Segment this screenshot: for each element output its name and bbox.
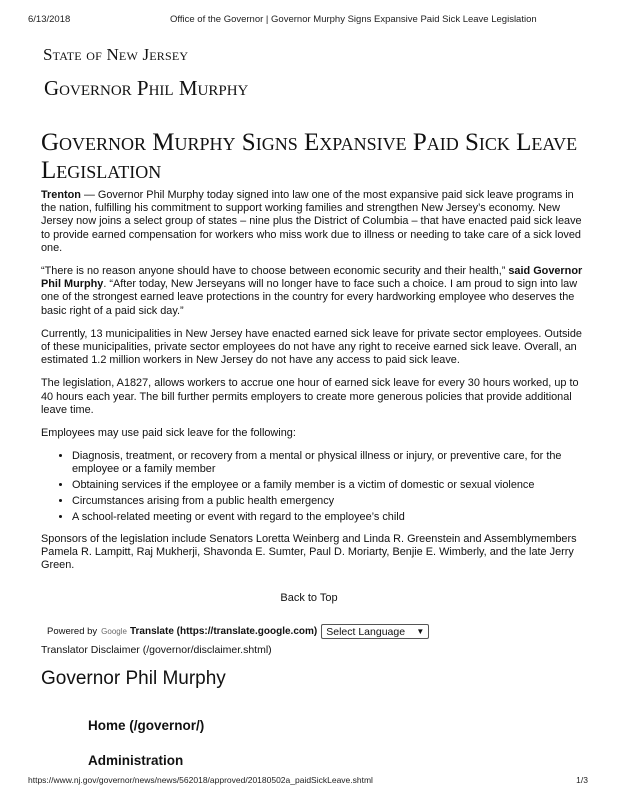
quote-continuation: . “After today, New Jerseyans will no longer have to face such a choice. I am proud to sign into law one of the strongest earned leave protections in the country for every hardworking employee who deserves the basic right of a paid sick day.” [41,278,578,317]
list-item: • A school-related meeting or event with regard to the employee’s child [72,511,585,524]
print-url: https://www.nj.gov/governor/news/news/562018/approved/20180502a_paidSickLeave.shtml [28,775,373,785]
paragraph-intro [41,189,585,255]
dateline: Trenton [41,189,81,201]
paragraph-legislation: The legislation, A1827, allows workers to accrue one hour of earned sick leave for every 30 hours worked, up to 40 hours each year. The bill further permits employers to create more generous policies that provide additional leave time. [41,377,579,416]
page-number: 1/3 [576,775,588,785]
footer-governor-title: Governor Phil Murphy [41,668,226,689]
quote-text: “There is no reason anyone should have to choose between economic security and their health,” [41,265,509,278]
google-translate-widget [47,624,429,639]
sick-leave-uses-list [41,450,585,524]
intro-text: — Governor Phil Murphy today signed into law one of the most expansive paid sick leave programs in the nation, fulfilling his commitment to support working families and strengthen New Jersey’s economy. New Jersey now joins a select group of states – nine plus the District of Columbia – that have enacted paid sick leave to provide earned compensation for workers who miss work due to illness or needing to take care of a sick loved one. [41,189,582,254]
nav-administration-link[interactable]: Administration [88,753,184,768]
list-item: • Obtaining services if the employee or a family member is a victim of domestic or sexual violence [72,479,585,492]
nav-home-link[interactable]: Home (/governor/) [88,718,205,733]
article-headline: Governor Murphy Signs Expansive Paid Sick Leave Legislation [41,129,578,184]
governor-name-link[interactable]: Governor Phil Murphy [44,76,249,100]
translator-disclaimer-link[interactable]: Translator Disclaimer (/governor/disclaimer.shtml) [41,644,272,656]
paragraph-uses-intro: Employees may use paid sick leave for the following: [41,427,296,440]
print-date: 6/13/2018 [28,14,71,25]
language-select-value: Select Language [326,625,406,638]
paragraph-quote [41,265,585,318]
list-item: • Circumstances arising from a public health emergency [72,495,585,508]
powered-by-label: Powered by [47,626,98,637]
paragraph-municipalities: Currently, 13 municipalities in New Jersey have enacted earned sick leave for private sector employees. Outside of these municipalities, private sector employees do not have any right to receive earned sick leave. Overall, an estimated 1.2 million workers in New Jersey do not have any access to paid sick leave. [41,327,582,367]
list-item: • Diagnosis, treatment, or recovery from a mental or physical illness or injury, or preventive care, for the employee or a family member [72,450,585,476]
quote-attribution: said Governor Phil Murphy [41,265,583,291]
paragraph-sponsors: Sponsors of the legislation include Senators Loretta Weinberg and Linda R. Greenstein and Assemblymembers Pamela R. Lampitt, Raj Mukherji, Shavonda E. Sumter, Paul D. Moriarty, Benjie E. Wimberly, and the late Jerry Green. [41,533,577,572]
google-logo: Google [101,627,127,636]
article-body [41,189,585,583]
print-page-title: Office of the Governor | Governor Murphy Signs Expansive Paid Sick Leave Legislation [170,14,537,25]
dropdown-arrow-icon: ▼ [416,627,425,636]
back-to-top-link[interactable]: Back to Top [280,592,338,604]
google-translate-link[interactable]: Translate (https://translate.google.com) [129,626,318,637]
state-of-new-jersey-link[interactable]: State of New Jersey [43,45,189,64]
language-select[interactable] [321,624,429,639]
